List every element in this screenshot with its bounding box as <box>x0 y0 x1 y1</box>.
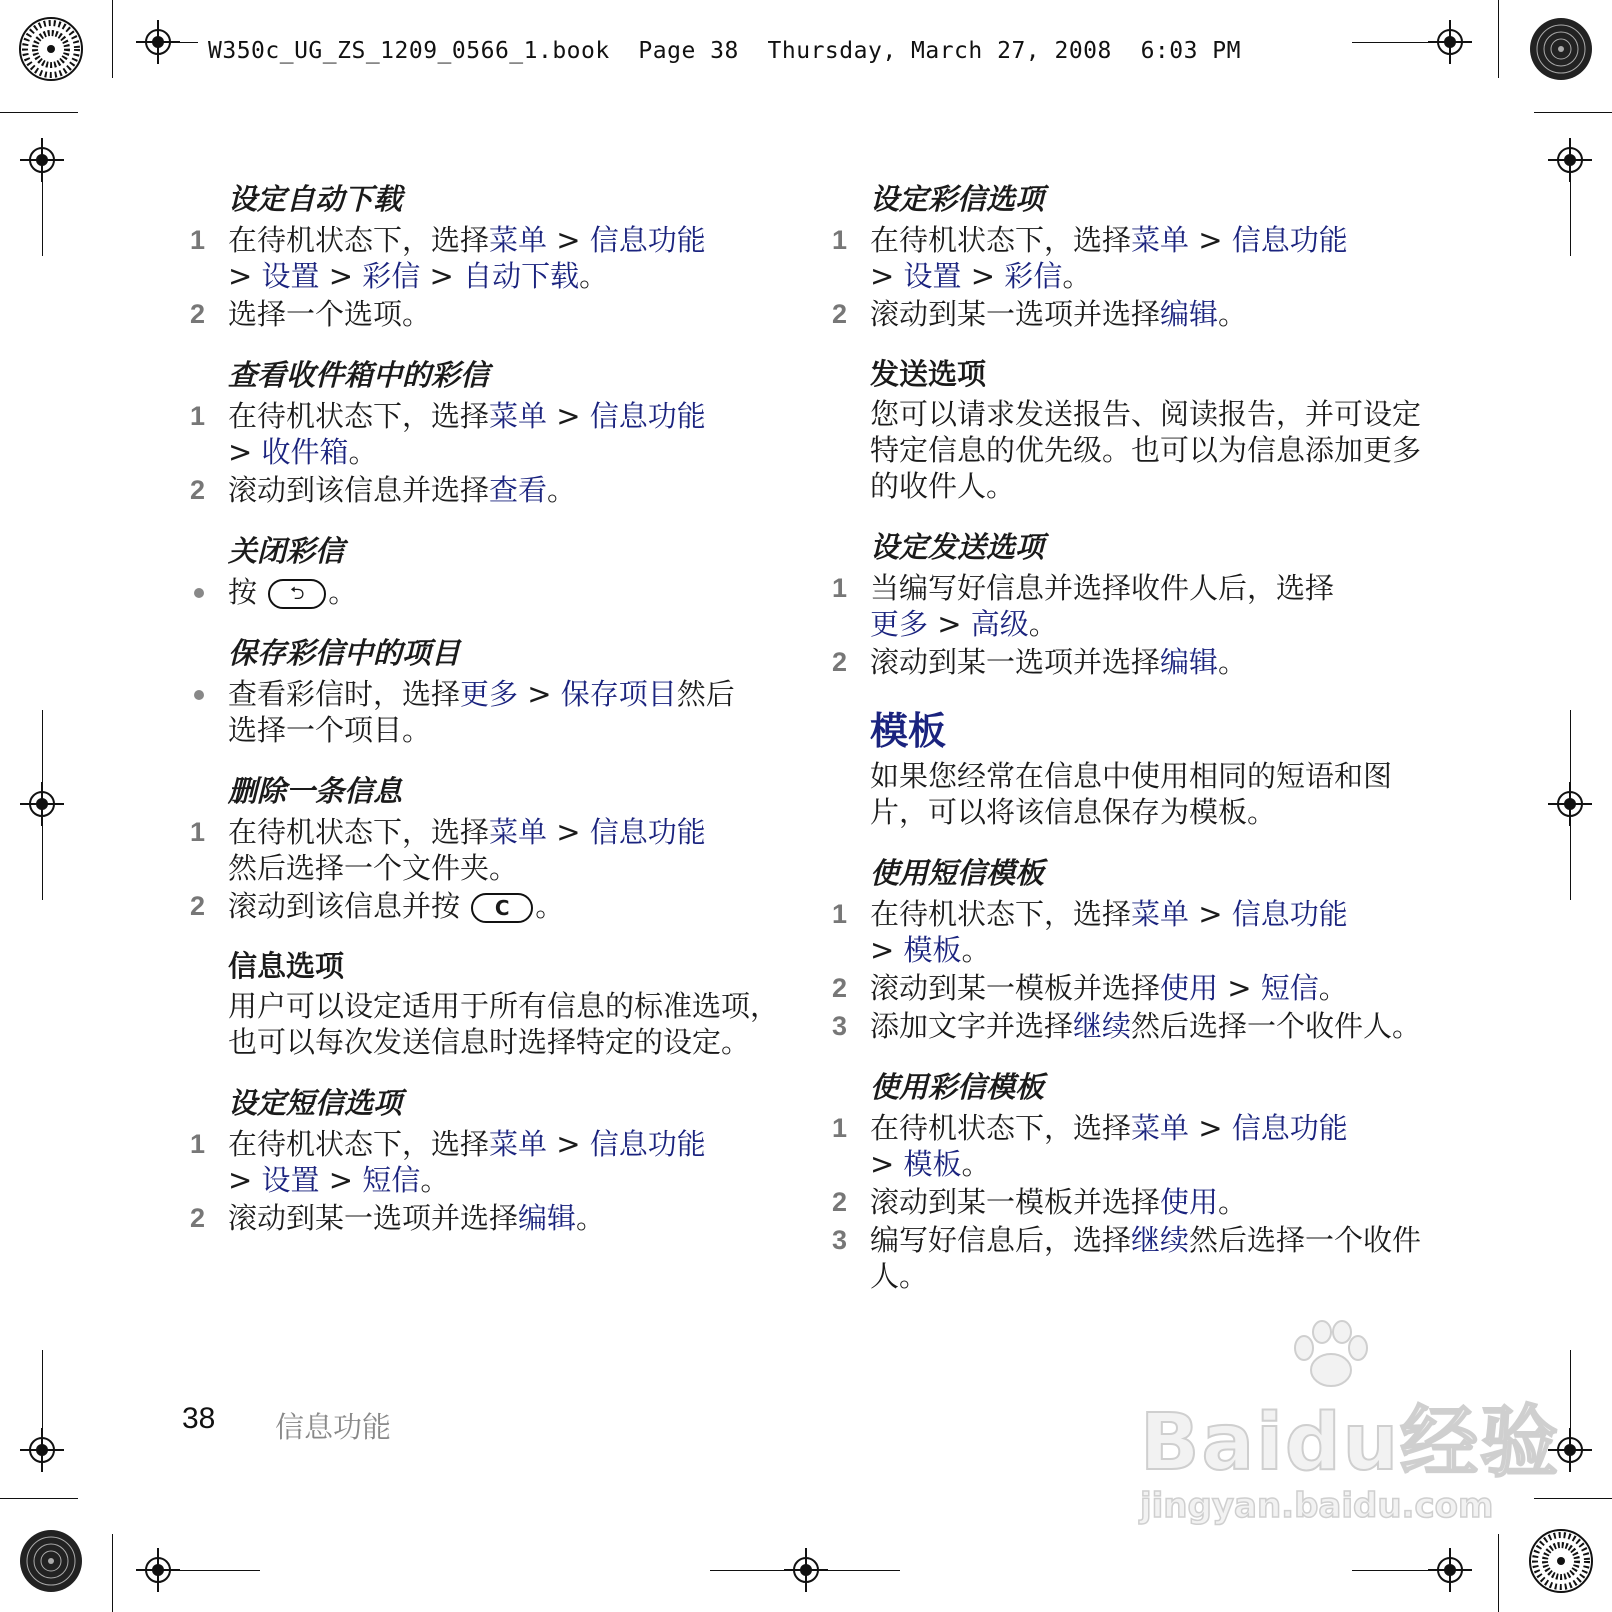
watermark-url: jingyan.baidu.com <box>1140 1486 1494 1526</box>
step-text: 。 <box>1028 607 1058 641</box>
book-header: W350c_UG_ZS_1209_0566_1.book Page 38 Thursday, March 27, 2008 6:03 PM <box>208 38 1241 64</box>
step-text: 在待机状态下，选择 <box>870 897 1132 931</box>
separator: > <box>228 435 262 469</box>
bullet-item <box>190 574 780 610</box>
step-number: 2 <box>832 299 848 329</box>
step-number: 2 <box>832 973 848 1003</box>
step-text: 编写好信息后，选择 <box>870 1223 1132 1257</box>
step-text: 。 <box>348 435 378 469</box>
crop-line <box>112 0 113 78</box>
chapter-footer-title: 信息功能 <box>275 1410 392 1444</box>
step <box>832 896 1432 968</box>
menu-link: 编辑 <box>1160 645 1219 679</box>
step-number: 1 <box>190 817 206 847</box>
step <box>190 296 780 332</box>
menu-link: 查看 <box>489 473 548 507</box>
separator: > <box>420 259 464 293</box>
step-text: 当编写好信息并选择收件人后，选择 <box>870 571 1335 605</box>
step-number: 2 <box>832 1187 848 1217</box>
step-text: 在待机状态下，选择 <box>228 399 490 433</box>
step-number: 1 <box>832 573 848 603</box>
section-title: 使用短信模板 <box>870 856 1045 890</box>
separator: > <box>547 399 590 433</box>
separator: > <box>319 1163 363 1197</box>
menu-link: 菜单 <box>489 1127 548 1161</box>
menu-link: 短信 <box>362 1163 421 1197</box>
section-title: 设定发送选项 <box>870 530 1045 564</box>
menu-link: 设置 <box>261 1163 320 1197</box>
separator: > <box>1189 897 1232 931</box>
separator: > <box>1218 971 1261 1005</box>
section-title: 设定短信选项 <box>228 1086 403 1120</box>
step <box>832 1222 1432 1294</box>
section-title: 设定彩信选项 <box>870 182 1045 216</box>
left-column <box>190 180 780 1238</box>
menu-link: 彩信 <box>362 259 421 293</box>
step-text: 然后选择一个收件人。 <box>1131 1009 1422 1043</box>
crop-line <box>1570 710 1571 900</box>
menu-link: 信息功能 <box>589 223 706 257</box>
menu-link: 信息功能 <box>1231 1111 1348 1145</box>
menu-link: 菜单 <box>1131 897 1190 931</box>
paragraph: 用户可以设定适用于所有信息的标准选项，也可以每次发送信息时选择特定的设定。 <box>228 989 780 1059</box>
menu-link: 设置 <box>903 259 962 293</box>
separator: > <box>928 607 971 641</box>
menu-link: 使用 <box>1160 971 1219 1005</box>
step-text: 。 <box>961 933 991 967</box>
step-text: 。 <box>1218 297 1248 331</box>
watermark-text: Baidu经验 <box>1140 1398 1561 1488</box>
step-number: 2 <box>832 647 848 677</box>
menu-link: 菜单 <box>489 815 548 849</box>
step-text: 。 <box>576 1201 606 1235</box>
crop-line <box>1498 0 1499 78</box>
crop-line <box>1570 1350 1571 1430</box>
step-text: 。 <box>579 259 609 293</box>
menu-link: 信息功能 <box>589 815 706 849</box>
menu-link: 短信 <box>1260 971 1319 1005</box>
crop-line <box>1570 180 1571 256</box>
step <box>832 222 1432 294</box>
menu-link: 信息功能 <box>589 399 706 433</box>
menu-link: 收件箱 <box>261 435 349 469</box>
separator: > <box>547 1127 590 1161</box>
separator: > <box>547 223 590 257</box>
step <box>832 644 1432 680</box>
step-text: 查看彩信时，选择 <box>228 677 461 711</box>
menu-link: 菜单 <box>489 399 548 433</box>
menu-link: 菜单 <box>489 223 548 257</box>
menu-link: 继续 <box>1073 1009 1132 1043</box>
registration-target-icon <box>1528 1528 1594 1594</box>
section-title: 删除一条信息 <box>228 774 403 808</box>
menu-link: 信息功能 <box>1231 897 1348 931</box>
paw-icon <box>1290 1320 1370 1394</box>
step-number: 2 <box>190 891 206 921</box>
right-column <box>832 180 1432 1296</box>
menu-link: 更多 <box>870 607 929 641</box>
bullet-icon <box>194 588 204 598</box>
step-text: 。 <box>1218 645 1248 679</box>
crop-line <box>0 1498 78 1499</box>
menu-link: 继续 <box>1131 1223 1190 1257</box>
separator: > <box>228 259 262 293</box>
step <box>832 1008 1432 1044</box>
bullet-icon <box>194 690 204 700</box>
crop-line <box>0 112 78 113</box>
separator: > <box>547 815 590 849</box>
menu-link: 模板 <box>903 933 962 967</box>
separator: > <box>870 1147 904 1181</box>
step <box>190 222 780 294</box>
step-text: 。 <box>535 889 565 923</box>
section-title: 发送选项 <box>870 357 987 391</box>
registration-target-icon <box>1528 16 1594 82</box>
step <box>832 570 1432 642</box>
step-text: 。 <box>547 473 577 507</box>
step <box>190 1200 780 1236</box>
step-text: 在待机状态下，选择 <box>228 1127 490 1161</box>
crop-line <box>42 1350 43 1430</box>
step-text: 滚动到某一选项并选择 <box>870 645 1161 679</box>
menu-link: 保存项目 <box>560 677 677 711</box>
step-number: 2 <box>190 299 206 329</box>
step-number: 1 <box>190 225 206 255</box>
step-text: 选择一个项目。 <box>228 713 432 747</box>
menu-link: 自动下载 <box>463 259 580 293</box>
step-number: 1 <box>832 899 848 929</box>
step-text: 。 <box>1062 259 1092 293</box>
step-text: 在待机状态下，选择 <box>228 223 490 257</box>
baidu-watermark <box>1140 1380 1560 1526</box>
crosshair-mark-icon <box>20 138 64 182</box>
separator: > <box>870 933 904 967</box>
menu-link: 彩信 <box>1004 259 1063 293</box>
step-number: 2 <box>190 1203 206 1233</box>
crosshair-mark-icon <box>1428 1548 1472 1592</box>
step-number: 1 <box>832 225 848 255</box>
step-text: 按 <box>228 575 258 609</box>
crop-line <box>42 710 43 900</box>
separator: > <box>518 677 561 711</box>
step-number: 2 <box>190 475 206 505</box>
step-text: 滚动到该信息并选择 <box>228 473 490 507</box>
page-number: 38 <box>182 1402 216 1435</box>
section-title: 查看收件箱中的彩信 <box>228 358 490 392</box>
crop-line <box>112 1534 113 1612</box>
menu-link: 使用 <box>1160 1185 1219 1219</box>
crop-line <box>1498 1534 1499 1612</box>
chapter-heading: 模板 <box>870 709 947 753</box>
step <box>190 472 780 508</box>
step-text: 。 <box>420 1163 450 1197</box>
step-text: 。 <box>961 1147 991 1181</box>
step <box>190 888 780 924</box>
paragraph: 如果您经常在信息中使用相同的短语和图片，可以将该信息保存为模板。 <box>870 759 1393 829</box>
step-text: 滚动到某一模板并选择 <box>870 1185 1161 1219</box>
section-title: 设定自动下载 <box>228 182 403 216</box>
step-text: 在待机状态下，选择 <box>870 1111 1132 1145</box>
crosshair-mark-icon <box>136 20 180 64</box>
bullet-item <box>190 676 780 748</box>
step-number: 1 <box>190 401 206 431</box>
separator: > <box>1189 223 1232 257</box>
step <box>832 1184 1432 1220</box>
step-text: 。 <box>1218 1185 1248 1219</box>
separator: > <box>961 259 1005 293</box>
step-text: 选择一个选项。 <box>228 297 432 331</box>
separator: > <box>870 259 904 293</box>
step <box>190 398 780 470</box>
step-number: 3 <box>832 1225 848 1255</box>
step <box>832 1110 1432 1182</box>
crop-line <box>1352 1570 1428 1571</box>
registration-target-icon <box>18 1528 84 1594</box>
menu-link: 高级 <box>970 607 1029 641</box>
step-text: 滚动到该信息并按 <box>228 889 461 923</box>
menu-link: 菜单 <box>1131 223 1190 257</box>
menu-link: 信息功能 <box>589 1127 706 1161</box>
crosshair-mark-icon <box>1428 20 1472 64</box>
clear-key-icon: C <box>471 893 533 923</box>
step-number: 1 <box>832 1113 848 1143</box>
step-text: 滚动到某一选项并选择 <box>228 1201 519 1235</box>
step <box>190 1126 780 1198</box>
section-title: 关闭彩信 <box>228 534 345 568</box>
crop-line <box>180 1570 260 1571</box>
step-text: 在待机状态下，选择 <box>228 815 490 849</box>
menu-link: 更多 <box>460 677 519 711</box>
step-text: 。 <box>1318 971 1348 1005</box>
crosshair-mark-icon <box>1548 138 1592 182</box>
menu-link: 编辑 <box>1160 297 1219 331</box>
separator: > <box>1189 1111 1232 1145</box>
paragraph: 您可以请求发送报告、阅读报告，并可设定特定信息的优先级。也可以为信息添加更多的收件人。 <box>870 397 1422 503</box>
menu-link: 模板 <box>903 1147 962 1181</box>
step-text: 然后 <box>676 677 735 711</box>
step-text: 添加文字并选择 <box>870 1009 1074 1043</box>
step-text: 然后选择一个文件夹。 <box>228 851 519 885</box>
crop-line <box>1534 112 1612 113</box>
section-title: 信息选项 <box>228 949 345 983</box>
crop-line <box>180 42 198 43</box>
menu-link: 设置 <box>261 259 320 293</box>
step-text: 滚动到某一选项并选择 <box>870 297 1161 331</box>
step <box>832 296 1432 332</box>
crop-line <box>710 1570 900 1571</box>
section-title: 使用彩信模板 <box>870 1070 1045 1104</box>
step-number: 1 <box>190 1129 206 1159</box>
section-title: 保存彩信中的项目 <box>228 636 461 670</box>
menu-link: 编辑 <box>518 1201 577 1235</box>
step-number: 3 <box>832 1011 848 1041</box>
crosshair-mark-icon <box>136 1548 180 1592</box>
menu-link: 信息功能 <box>1231 223 1348 257</box>
separator: > <box>319 259 363 293</box>
crosshair-mark-icon <box>20 1428 64 1472</box>
step-text: 滚动到某一模板并选择 <box>870 971 1161 1005</box>
step-text: 然后选择一个收件人。 <box>870 1223 1422 1293</box>
step-text: 。 <box>328 575 358 609</box>
separator: > <box>228 1163 262 1197</box>
back-key-icon: ⮌ <box>268 579 326 609</box>
crop-line <box>42 180 43 256</box>
step <box>832 970 1432 1006</box>
menu-link: 菜单 <box>1131 1111 1190 1145</box>
step-text: 在待机状态下，选择 <box>870 223 1132 257</box>
crop-line <box>1352 42 1428 43</box>
step <box>190 814 780 886</box>
registration-target-icon <box>18 16 84 82</box>
